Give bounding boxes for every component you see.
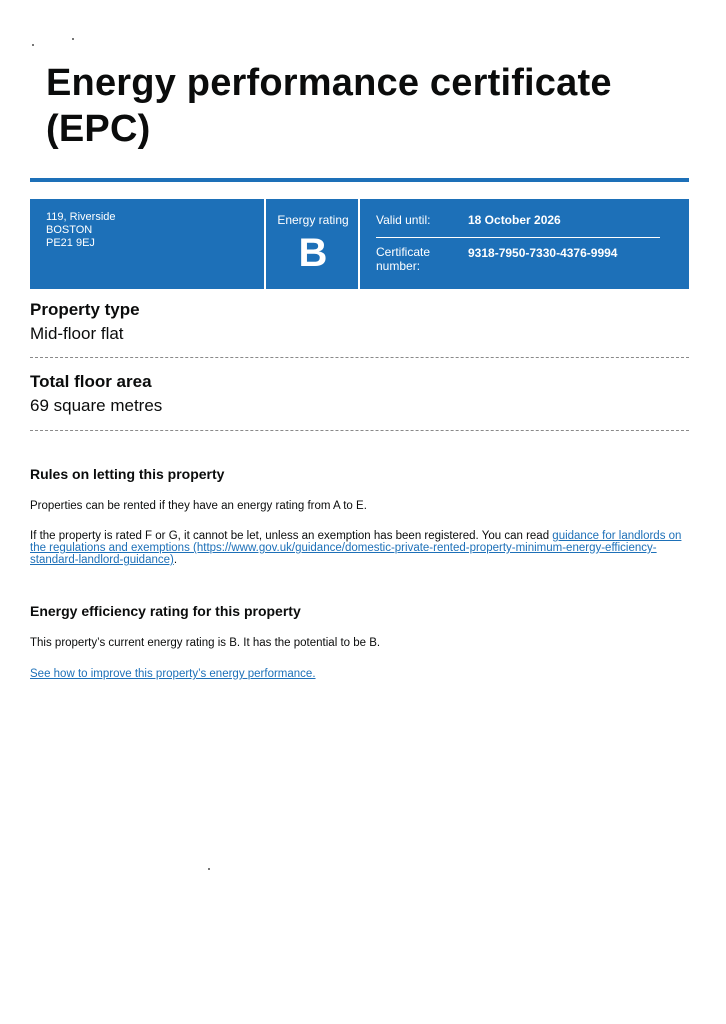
banner-divider (264, 199, 266, 289)
banner-inner-divider (376, 237, 660, 238)
page-title: Energy performance certificate (EPC) (46, 62, 612, 150)
certificate-summary-banner (30, 199, 689, 289)
scan-speck (72, 38, 74, 40)
floor-area-value: 69 square metres (30, 396, 163, 415)
banner-divider (358, 199, 360, 289)
section-divider (30, 430, 689, 431)
address-line: PE21 9EJ (46, 237, 95, 249)
title-underline (30, 178, 689, 182)
section-divider (30, 357, 689, 358)
floor-area-heading: Total floor area (30, 372, 152, 391)
landlord-guidance-link[interactable]: guidance for landlords on the regulations and exemptions (https://www.gov.uk/guidance/domestic-private-rented-property-minimum-energy-efficiency-standard-landlord-guidance) (30, 530, 682, 566)
energy-rating-value: B (298, 231, 328, 275)
letting-exemptions-end: . (173, 554, 178, 566)
letting-rules-heading: Rules on letting this property (30, 466, 225, 482)
letting-rules-text: Properties can be rented if they have an energy rating from A to E. (30, 500, 367, 512)
property-address (46, 211, 256, 250)
improve-performance-link[interactable]: See how to improve this property’s energy performance. (30, 668, 316, 680)
energy-rating-label: Energy rating (277, 213, 349, 227)
property-type-value: Mid-floor flat (30, 324, 124, 343)
efficiency-rating-text: This property’s current energy rating is B. It has the potential to be B. (30, 637, 381, 649)
scan-speck (208, 868, 210, 870)
property-type-heading: Property type (30, 300, 140, 319)
scan-speck (32, 44, 34, 46)
letting-exemptions-intro: If the property is rated F or G, it cannot be let, unless an exemption has been registered. You can read (30, 530, 553, 542)
valid-until-label: Valid until: (376, 213, 431, 227)
letting-exemptions-text (30, 530, 690, 566)
improve-performance-paragraph (30, 668, 690, 680)
certificate-number-label: Certificate number: (376, 245, 431, 273)
valid-until-value: 18 October 2026 (468, 213, 561, 227)
certificate-number-value: 9318-7950-7330-4376-9994 (468, 246, 618, 260)
address-line: 119, Riverside (46, 211, 116, 223)
efficiency-rating-heading: Energy efficiency rating for this property (30, 603, 301, 619)
address-line: BOSTON (46, 224, 93, 236)
